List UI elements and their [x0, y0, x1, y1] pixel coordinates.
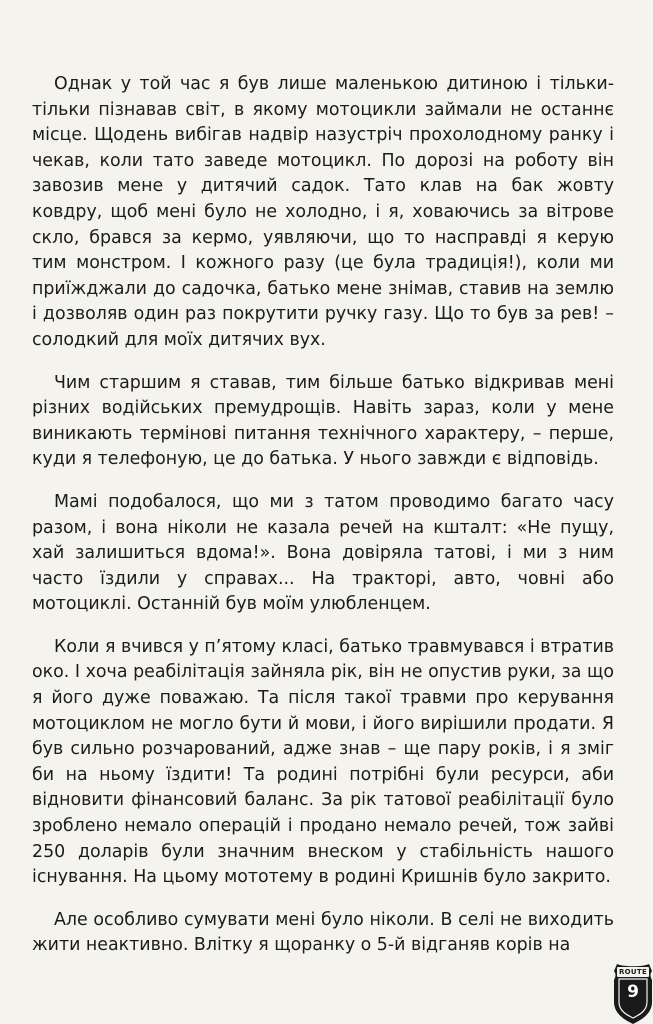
paragraph-4: Коли я вчився у п’ятому класі, батько травмувався і втратив око. І хоча реабілітація зайняла рік, він не опустив руки, за що я його дуже поважаю. Та після такої травми про керування мотоциклом не могло бути й мови, і його вирішили продати. Я був сильно розчарований, адже знав – ще пару років, і я зміг би на ньому їздити! Та родині потрібні були ресурси, аби відновити фінансовий баланс. За рік татової реабілітації було зроблено немало операцій і продано немало речей, тож зайві 250 доларів були значним внеском у стабільність нашого існування. На цьому мототему в родині Кришнів було закрито.: [32, 636, 614, 888]
route-shield-page-number: [613, 962, 653, 1024]
paragraph-1: Однак у той час я був лише маленькою дитиною і тільки-тільки пізнавав світ, в якому мотоцикли займали не останнє місце. Щодень вибігав надвір назустріч прохолодному ранку і чекав, коли тато заведе мотоцикл. По дорозі на роботу він завозив мене у дитячий садок. Тато клав на бак жовту ковдру, щоб мені було не холодно, і я, ховаючись за вітрове скло, брався за кермо, уявляючи, що то насправді я керую тим монстром. І кожного разу (це була традиція!), коли ми приїжджали до садочка, батько мене знімав, ставив на землю і дозволяв один раз покрутити ручку газу. Що то був за рев! – солодкий для моїх дитячих вух.: [32, 74, 614, 350]
paragraph-3: Мамі подобалося, що ми з татом проводимо багато часу разом, і вона ніколи не казала речей на кшталт: «Не пущу, хай залишиться вдома!». Вона довіряла татові, і ми з ним часто їздили у справах... На тракторі, авто, човні або мотоциклі. Останній був моїм улюбленцем.: [32, 491, 614, 615]
page-number: 9: [627, 982, 639, 1002]
paragraph-5: Але особливо сумувати мені було ніколи. В селі не виходить жити неактивно. Влітку я щоранку о 5-й відганяв корів на: [32, 909, 614, 956]
route-label: ROUTE: [618, 968, 648, 976]
page-text: [32, 72, 614, 976]
paragraph-2: Чим старшим я ставав, тим більше батько відкривав мені різних водійських премудрощів. Навіть зараз, коли у мене виникають термінові питання технічного характеру, – перше, куди я телефоную, це до батька. У нього завжди є відповідь.: [32, 372, 614, 470]
